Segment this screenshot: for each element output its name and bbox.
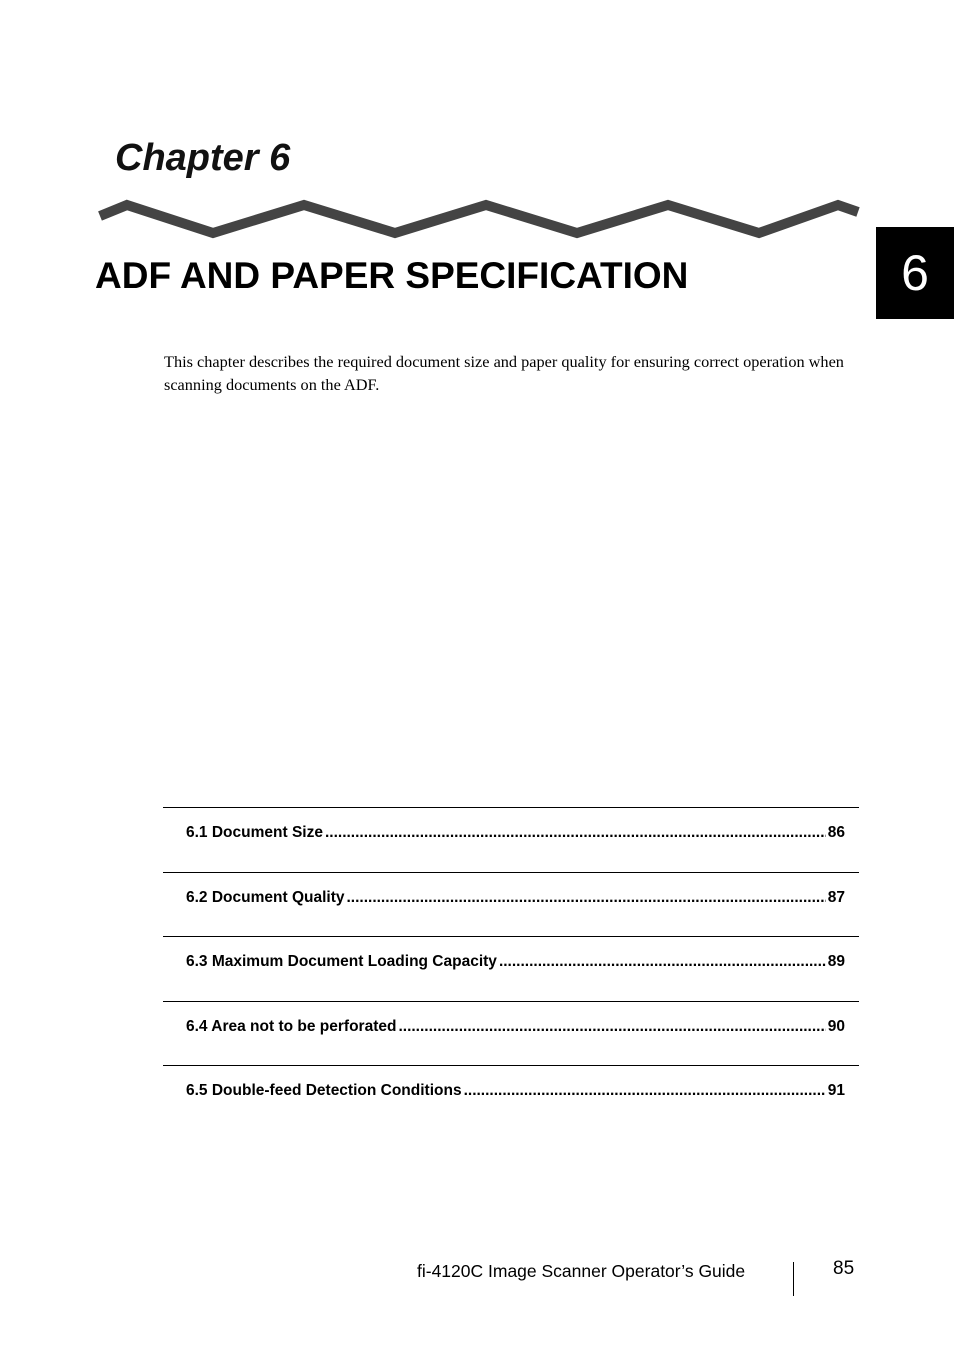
toc-entry-title[interactable]: 6.2 Document Quality (186, 888, 345, 906)
toc-leader (398, 1017, 825, 1037)
zigzag-line (100, 205, 858, 233)
toc-entry-title[interactable]: 6.1 Document Size (186, 824, 323, 841)
toc-entry-page[interactable]: 86 (827, 824, 845, 841)
zigzag-decoration (98, 198, 860, 242)
toc-entry-title[interactable]: 6.4 Area not to be perforated (186, 1017, 397, 1035)
toc-entry-page[interactable]: 89 (827, 953, 845, 970)
toc-row[interactable] (163, 872, 859, 937)
table-of-contents (163, 807, 859, 1130)
toc-entry-page[interactable]: 87 (827, 888, 845, 906)
toc-entry-page[interactable]: 90 (827, 1017, 845, 1035)
toc-row[interactable] (163, 807, 859, 872)
chapter-title: ADF AND PAPER SPECIFICATION (95, 255, 689, 296)
toc-row[interactable] (163, 936, 859, 1001)
toc-leader (464, 1081, 826, 1101)
toc-leader (499, 952, 826, 972)
toc-entry-title[interactable]: 6.5 Double-feed Detection Conditions (186, 1082, 462, 1099)
chapter-intro: This chapter describes the required document size and paper quality for ensuring correct operation when scanning documents on the ADF. (164, 352, 844, 394)
toc-row[interactable] (163, 1001, 859, 1066)
toc-leader (325, 823, 826, 843)
toc-row[interactable] (163, 1065, 859, 1130)
footer-guide-title: fi-4120C Image Scanner Operator’s Guide (417, 1261, 746, 1281)
footer-divider (793, 1262, 794, 1296)
toc-entry-page[interactable]: 91 (827, 1082, 845, 1099)
chapter-tab: 6 (876, 227, 954, 319)
chapter-label: Chapter 6 (115, 137, 291, 179)
toc-leader (346, 888, 825, 908)
toc-entry-title[interactable]: 6.3 Maximum Document Loading Capacity (186, 953, 497, 970)
footer-page-number: 85 (833, 1258, 855, 1279)
